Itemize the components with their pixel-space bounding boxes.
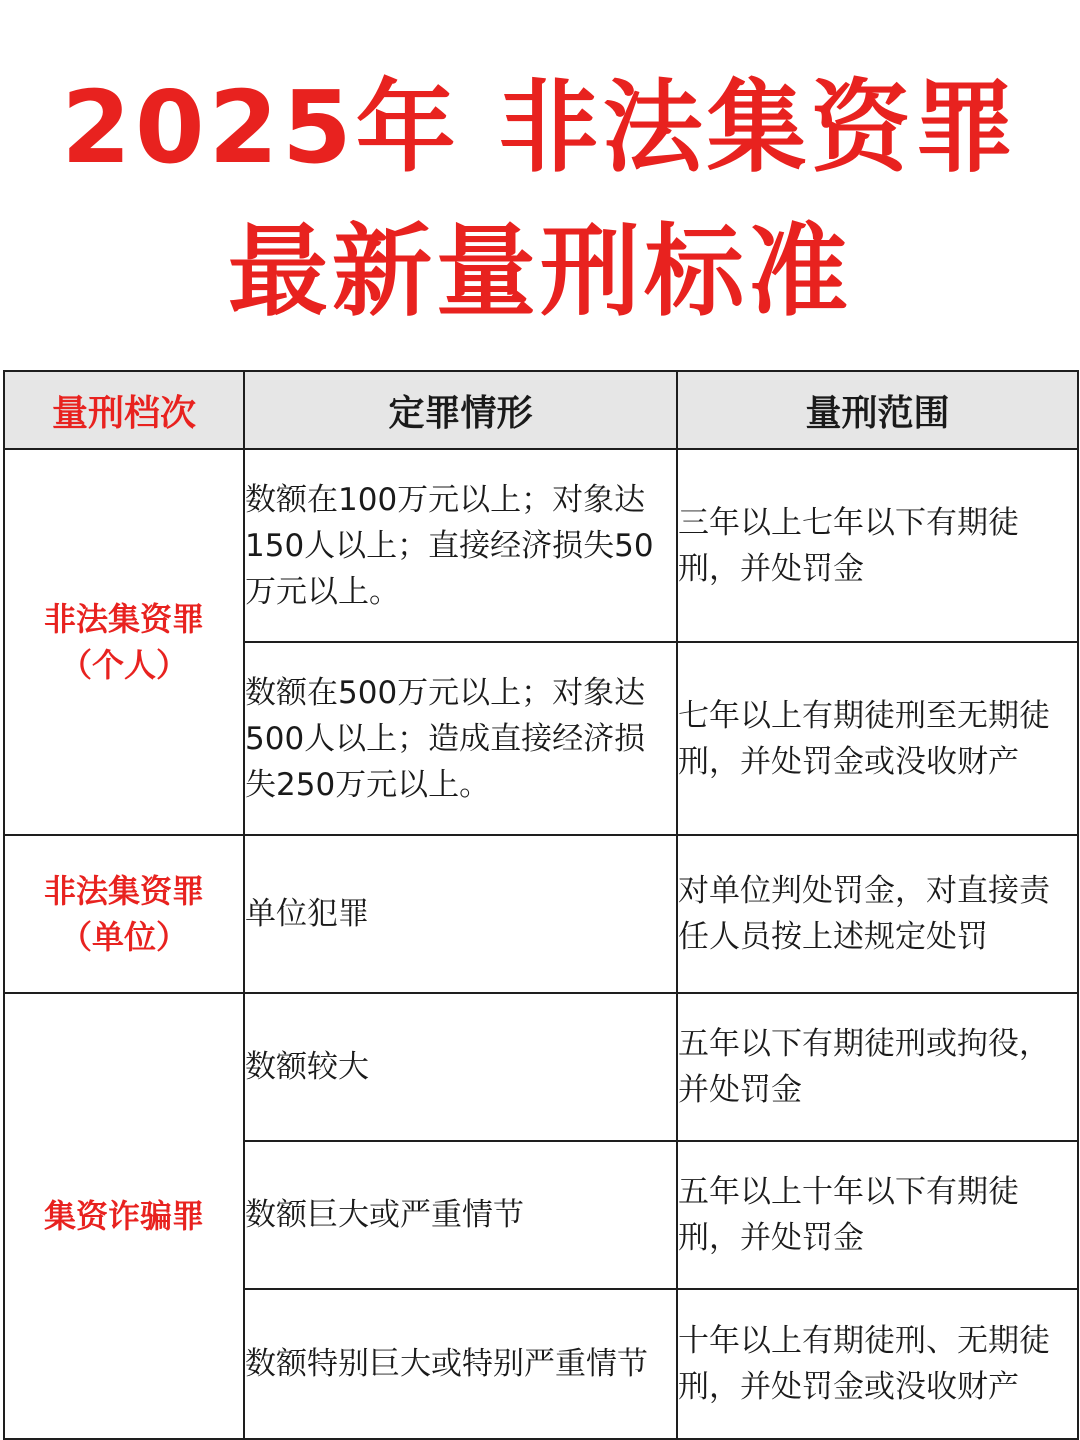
page-title-line-2: 最新量刑标准 [228,213,852,330]
tier-name: 非法集资罪 [43,872,204,910]
table-row [4,449,1078,642]
range-cell: 三年以上七年以下有期徒刑，并处罚金 [677,449,1078,642]
range-cell: 十年以上有期徒刑、无期徒刑，并处罚金或没收财产 [677,1289,1078,1439]
condition-cell: 数额在100万元以上；对象达150人以上；直接经济损失50万元以上。 [244,449,677,642]
header-sentencing-range: 量刑范围 [677,371,1078,449]
tier-cell-fundraising-fraud [4,993,244,1439]
range-cell: 五年以下有期徒刑或拘役，并处罚金 [677,993,1078,1141]
header-conviction-circumstances: 定罪情形 [244,371,677,449]
tier-name: 集资诈骗罪 [43,1197,204,1235]
range-cell: 五年以上十年以下有期徒刑，并处罚金 [677,1141,1078,1289]
tier-subtype: （单位） [59,918,188,956]
page-title-line-1: 2025年 非法集资罪 [61,69,1019,186]
tier-subtype: （个人） [59,646,188,684]
table-row [4,993,1078,1141]
tier-cell-illegal-fundraising-individual [4,449,244,835]
sentencing-table [3,370,1079,1440]
range-cell: 七年以上有期徒刑至无期徒刑，并处罚金或没收财产 [677,642,1078,835]
tier-cell-illegal-fundraising-entity [4,835,244,993]
condition-cell: 数额巨大或严重情节 [244,1141,677,1289]
condition-cell: 数额较大 [244,993,677,1141]
condition-cell: 数额在500万元以上；对象达500人以上；造成直接经济损失250万元以上。 [244,642,677,835]
header-sentencing-tier: 量刑档次 [4,371,244,449]
range-cell: 对单位判处罚金，对直接责任人员按上述规定处罚 [677,835,1078,993]
table-header-row [4,371,1078,449]
tier-name: 非法集资罪 [43,600,204,638]
condition-cell: 单位犯罪 [244,835,677,993]
condition-cell: 数额特别巨大或特别严重情节 [244,1289,677,1439]
table-row [4,835,1078,993]
